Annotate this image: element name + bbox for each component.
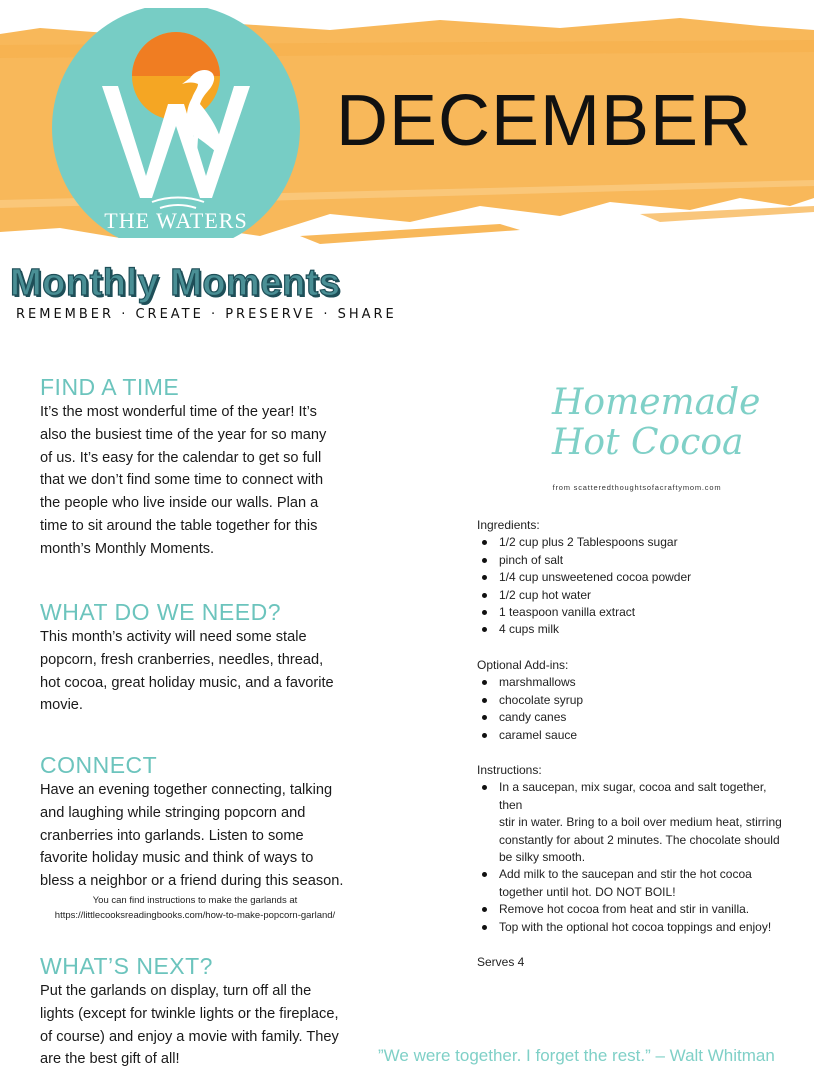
section-connect <box>40 752 360 893</box>
the-waters-logo <box>48 8 304 238</box>
closing-quote: ”We were together. I forget the rest.” – Walt Whitman <box>378 1046 775 1065</box>
section-body: It’s the most wonderful time of the year! It’s also the busiest time of the year for so many of us. It’s easy for the calendar to get so full that we don’t find some time to connect with the people who live inside our walls. Plan a time to sit around the table together for this month’s Monthly Moments. <box>40 404 327 557</box>
list-item: Top with the optional hot cocoa toppings and enjoy! <box>477 919 787 936</box>
list-item: chocolate syrup <box>477 692 787 709</box>
list-item: pinch of salt <box>477 552 787 569</box>
brand-tagline: REMEMBER · CREATE · PRESERVE · SHARE <box>16 307 397 322</box>
section-heading: CONNECT <box>40 752 158 778</box>
section-whats-next <box>40 953 360 1071</box>
section-body: This month’s activity will need some stale popcorn, fresh cranberries, needles, thread, hot cocoa, great holiday music, and a favorite movie. <box>40 629 334 714</box>
section-heading: WHAT DO WE NEED? <box>40 599 281 625</box>
recipe-ingredients <box>477 517 787 639</box>
section-body: Have an evening together connecting, talking and laughing while stringing popcorn and cranberries into garlands. Listen to some favorite holiday music and think of ways to bless a neighbor or a friend during this season. <box>40 782 344 890</box>
garland-instructions-note: You can find instructions to make the garlands at https://littlecooksreadingbooks.com/how-to-make-popcorn-garland/ <box>54 895 336 921</box>
list-item: 1 teaspoon vanilla extract <box>477 604 787 621</box>
recipe-addins <box>477 657 787 744</box>
recipe-source: from scatteredthoughtsofacraftymom.com <box>552 483 722 492</box>
section-what-do-we-need <box>40 599 360 717</box>
list-item: 4 cups milk <box>477 621 787 638</box>
list-item: 1/2 cup plus 2 Tablespoons sugar <box>477 534 787 551</box>
list-item: Add milk to the saucepan and stir the hot cocoa together until hot. DO NOT BOIL! <box>477 866 787 901</box>
list-item: marshmallows <box>477 674 787 691</box>
list-item: In a saucepan, mix sugar, cocoa and salt together, then stir in water. Bring to a boil over medium heat, stirring constantly for about 2 minutes. The chocolate should be silky smooth. <box>477 779 787 866</box>
addins-label: Optional Add-ins: <box>477 658 569 672</box>
list-item: caramel sauce <box>477 727 787 744</box>
list-item: candy canes <box>477 709 787 726</box>
list-item: 1/2 cup hot water <box>477 587 787 604</box>
recipe-instructions <box>477 762 787 971</box>
section-body: Put the garlands on display, turn off all the lights (except for twinkle lights or the fireplace, of course) and enjoy a movie with family. They are the best gift of all! <box>40 983 339 1068</box>
instructions-label: Instructions: <box>477 763 542 777</box>
list-item: 1/4 cup unsweetened cocoa powder <box>477 569 787 586</box>
list-item: Remove hot cocoa from heat and stir in vanilla. <box>477 901 787 918</box>
garland-instructions-link[interactable]: https://littlecooksreadingbooks.com/how-to-make-popcorn-garland/ <box>54 910 336 921</box>
brand-title: Monthly Moments <box>10 262 341 304</box>
logo-caption: THE WATERS <box>104 208 248 233</box>
serves-label: Serves 4 <box>477 955 525 970</box>
section-heading: FIND A TIME <box>40 374 180 400</box>
section-find-a-time <box>40 374 360 561</box>
month-title: DECEMBER <box>336 81 753 161</box>
recipe-title: Homemade Hot Cocoa <box>552 382 761 463</box>
ingredients-label: Ingredients: <box>477 518 540 532</box>
section-heading: WHAT’S NEXT? <box>40 953 213 979</box>
